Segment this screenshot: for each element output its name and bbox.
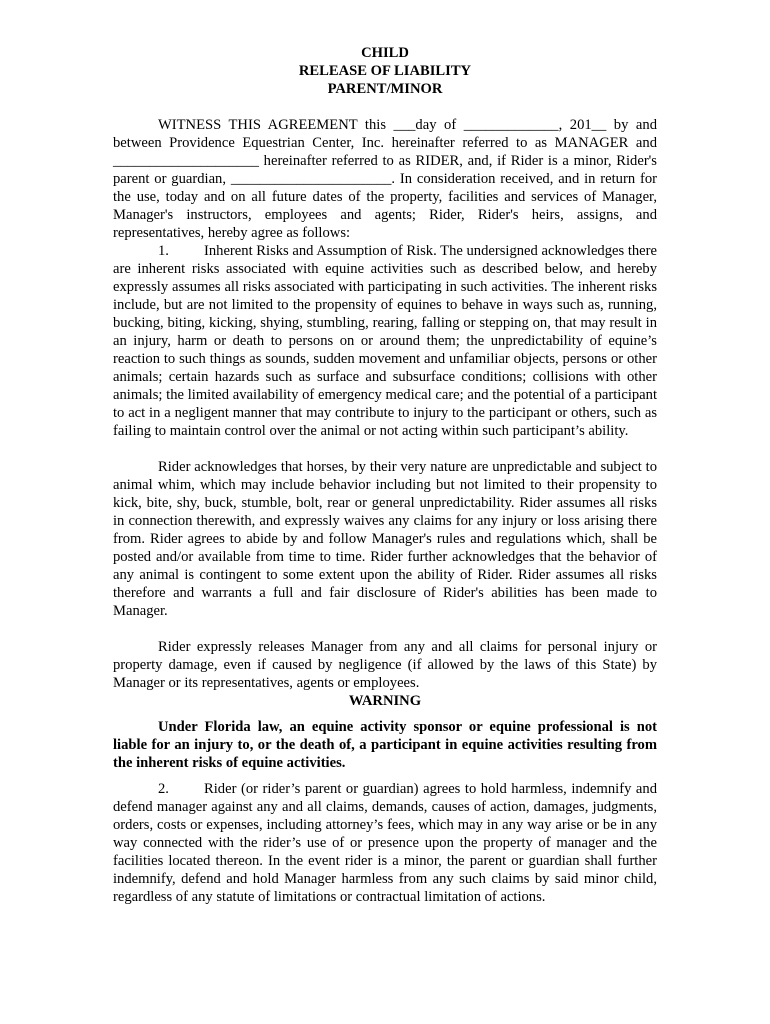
document-title — [113, 44, 657, 98]
section-1-number: 1. — [158, 243, 169, 259]
section-2-number: 2. — [158, 781, 169, 797]
intro-paragraph: WITNESS THIS AGREEMENT this ___day of _____________, 201__ by and between Providence Equestrian Center, Inc. hereinafter referred to as MANAGER and ____________________ hereinafter referred to as RIDER, and, if Rider is a minor, Rider's parent or guardian, ______________________. In consideration received, and in return for the use, today and on all future dates of the property, facilities and services of Manager, Manager's instructors, employees and agents; Rider, Rider's heirs, assigns, and representatives, hereby agree as follows: — [113, 117, 657, 241]
section-1 — [113, 242, 657, 440]
warning-heading: WARNING — [348, 693, 422, 709]
title-line-1: CHILD — [361, 45, 409, 61]
section-1-text: Inherent Risks and Assumption of Risk. The undersigned acknowledges there are inherent risks associated with equine activities such as described below, and hereby expressly assumes all risks associated with participating in such activities. The inherent risks include, but are not limited to the propensity of equines to behave in ways such as, running, bucking, biting, kicking, shying, stumbling, rearing, falling or stepping on, that may result in an injury, harm or death to persons on or around them; the unpredictability of equine’s reaction to such things as sounds, sudden movement and unfamiliar objects, persons or other animals; certain hazards such as surface and subsurface conditions; collisions with other animals; the limited availability of emergency medical care; and the potential of a participant to act in a negligent manner that may contribute to injury to the participant or others, such as failing to maintain control over the animal or not acting within such participant’s ability. — [113, 243, 657, 439]
title-line-2: RELEASE OF LIABILITY — [298, 63, 472, 79]
rider-acknowledges-paragraph: Rider acknowledges that horses, by their very nature are unpredictable and subject to animal whim, which may include behavior including but not limited to their propensity to kick, bite, shy, buck, stumble, bolt, rear or general unpredictability. Rider assumes all risks in connection therewith, and expressly waives any claims for any injury or loss arising there from. Rider agrees to abide by and follow Manager's rules and regulations which, shall be posted and/or available from time to time. Rider further acknowledges that the behavior of any animal is contingent to some extent upon the ability of Rider. Rider assumes all risks therefore and warrants a full and fair disclosure of Rider's abilities has been made to Manager. — [113, 459, 657, 619]
section-2 — [113, 780, 657, 906]
rider-releases-paragraph: Rider expressly releases Manager from any and all claims for personal injury or property damage, even if caused by negligence (if allowed by the laws of this State) by Manager or its representatives, agents or employees. — [113, 639, 657, 691]
title-line-3: PARENT/MINOR — [327, 81, 443, 97]
document-page — [113, 44, 657, 906]
warning-text: Under Florida law, an equine activity sponsor or equine professional is not liable for an injury to, or the death of, a participant in equine activities resulting from the inherent risks of equine activities. — [113, 719, 657, 771]
section-2-text: Rider (or rider’s parent or guardian) agrees to hold harmless, indemnify and defend manager against any and all claims, demands, causes of action, damages, judgments, orders, costs or expenses, including attorney’s fees, which may in any way arise or be in any way connected with the rider’s use of or presence upon the property of manager and the facilities located thereon. In the event rider is a minor, the parent or guardian shall further indemnify, defend and hold Manager harmless from any such claims by said minor child, regardless of any statute of limitations or contractual limitation of actions. — [113, 781, 657, 905]
